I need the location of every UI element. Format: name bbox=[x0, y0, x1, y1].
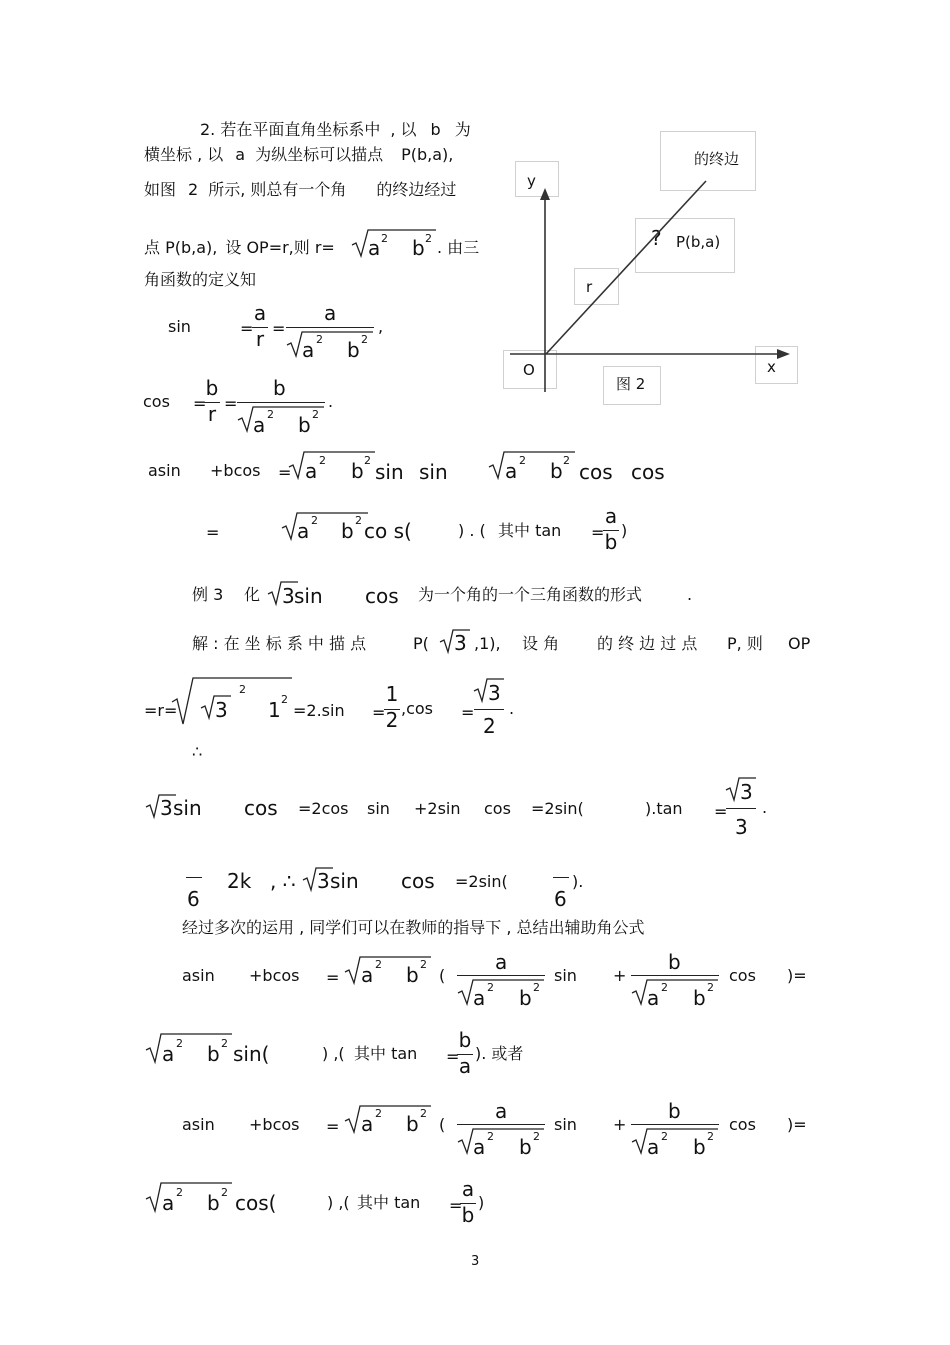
var-b: b bbox=[406, 963, 419, 987]
note-tan: 其中 tan bbox=[354, 1044, 418, 1063]
sin-word: sin bbox=[419, 460, 448, 484]
cos-word: cos bbox=[365, 584, 399, 608]
digit-3: 3 bbox=[317, 869, 330, 893]
digit-6: 6 bbox=[554, 887, 567, 911]
var-a: a bbox=[162, 1191, 175, 1215]
p1-line3: 如图 2 所示, 则总有一个角 的终边经过 bbox=[144, 180, 457, 199]
var-a: a bbox=[297, 519, 310, 543]
p1-line4-end: . 由三 bbox=[437, 238, 480, 257]
fraction-1-over-2: 1 2 bbox=[385, 682, 399, 732]
example-3-label: 例 3 bbox=[192, 585, 224, 604]
equals: = bbox=[193, 394, 207, 413]
close-paren: ) . ( bbox=[458, 521, 486, 540]
exp-2: 2 bbox=[361, 333, 368, 346]
var-b: b bbox=[550, 459, 563, 483]
fraction-bar bbox=[457, 1124, 545, 1125]
sin-word: sin bbox=[330, 869, 359, 893]
digit-3: 3 bbox=[740, 780, 753, 804]
terminal-side-label: 的终边 bbox=[694, 150, 740, 168]
note-tan: 其中 tan bbox=[498, 521, 562, 540]
digit-3: 3 bbox=[215, 698, 228, 722]
var-a: a bbox=[324, 301, 337, 325]
fraction-bar bbox=[457, 975, 545, 976]
var-b: b bbox=[519, 986, 532, 1010]
fraction-bar bbox=[457, 1054, 473, 1055]
example-3-text: 为一个角的一个三角函数的形式 bbox=[418, 585, 643, 604]
close-tan: ).tan bbox=[645, 799, 683, 818]
or-text: ). 或者 bbox=[475, 1044, 524, 1063]
var-a: a bbox=[505, 459, 518, 483]
axes-and-terminal-side bbox=[0, 0, 950, 420]
fraction-a-over-r: a r bbox=[253, 301, 267, 351]
equals: = bbox=[591, 523, 605, 542]
plus-two-sin: +2sin bbox=[414, 799, 461, 818]
equals: = bbox=[372, 703, 386, 722]
two-sin-open: =2sin( bbox=[455, 872, 508, 891]
p1-line4: 点 P(b,a), 设 OP=r,则 r= bbox=[144, 238, 335, 257]
digit-3: 3 bbox=[282, 584, 295, 608]
p1-line5: 角函数的定义知 bbox=[144, 270, 257, 289]
plus: + bbox=[613, 966, 627, 985]
var-b: b bbox=[351, 459, 364, 483]
set-angle: 设 角 bbox=[522, 634, 560, 653]
digit-2: 2 bbox=[483, 714, 496, 738]
equals: = bbox=[206, 523, 220, 542]
var-a: a bbox=[368, 236, 381, 260]
var-b: b bbox=[668, 950, 681, 974]
exp-2: 2 bbox=[311, 514, 318, 527]
solution-text: 解 : 在 坐 标 系 中 描 点 bbox=[192, 634, 367, 653]
equals: = bbox=[326, 968, 340, 987]
var-b: b bbox=[298, 413, 311, 437]
simplify-word: 化 bbox=[244, 585, 261, 604]
sin-word: sin bbox=[367, 799, 390, 818]
exp-2: 2 bbox=[355, 514, 362, 527]
r-label: r bbox=[586, 278, 593, 296]
close-paren: ). bbox=[572, 872, 584, 891]
cos-label: ,cos bbox=[401, 699, 434, 718]
var-a: a bbox=[473, 1135, 486, 1159]
fraction-bar bbox=[252, 327, 268, 328]
sin-open: sin( bbox=[233, 1042, 270, 1066]
equals: = bbox=[240, 319, 254, 338]
two-cos: =2cos bbox=[298, 799, 349, 818]
fraction-bar bbox=[460, 1203, 476, 1204]
var-b: b bbox=[347, 338, 360, 362]
therefore-symbol: ∴ bbox=[192, 742, 203, 761]
equals: = bbox=[272, 319, 286, 338]
var-b: b bbox=[519, 1135, 532, 1159]
digit-3: 3 bbox=[488, 681, 501, 705]
asin-term: asin bbox=[182, 1115, 215, 1134]
var-a: a bbox=[473, 986, 486, 1010]
exp-2: 2 bbox=[312, 408, 319, 421]
var-a: a bbox=[253, 413, 266, 437]
fraction-a-over-b: a b bbox=[461, 1177, 475, 1227]
exp-2: 2 bbox=[425, 232, 432, 245]
var-b: b bbox=[207, 1042, 220, 1066]
then-p: P, 则 bbox=[727, 634, 763, 653]
var-a: a bbox=[305, 459, 318, 483]
two-sin: =2.sin bbox=[293, 701, 345, 720]
var-b: b bbox=[341, 519, 354, 543]
var-b: b bbox=[406, 1112, 419, 1136]
period: . bbox=[509, 699, 515, 718]
point-p-open: P( bbox=[413, 634, 429, 653]
exp-2: 2 bbox=[281, 693, 288, 706]
bcos-term: +bcos bbox=[210, 461, 261, 480]
sin-word: sin bbox=[375, 460, 404, 484]
var-b: b bbox=[412, 236, 425, 260]
p1-line2: 横坐标 , 以 a 为纵坐标可以描点 P(b,a), bbox=[144, 145, 454, 164]
exp-2: 2 bbox=[375, 1107, 382, 1120]
fraction-bar bbox=[553, 877, 569, 878]
figure-caption: 图 2 bbox=[616, 375, 646, 393]
equals: = bbox=[461, 703, 475, 722]
period: . bbox=[687, 585, 693, 604]
var-a: a bbox=[361, 963, 374, 987]
exp-2: 2 bbox=[420, 1107, 427, 1120]
comma: , bbox=[378, 317, 384, 336]
exp-2: 2 bbox=[176, 1186, 183, 1199]
point-p-close: ,1), bbox=[474, 634, 501, 653]
cos-word: cos bbox=[729, 1115, 756, 1134]
equals: = bbox=[278, 463, 292, 482]
close-paren: ) bbox=[478, 1193, 485, 1212]
sin-label: sin bbox=[168, 317, 191, 336]
var-a: a bbox=[495, 950, 508, 974]
sin-word: sin bbox=[554, 966, 577, 985]
exp-2: 2 bbox=[319, 454, 326, 467]
var-b: b bbox=[273, 376, 286, 400]
note-tan: 其中 tan bbox=[357, 1193, 421, 1212]
exp-2: 2 bbox=[267, 408, 274, 421]
exp-2: 2 bbox=[364, 454, 371, 467]
equals: = bbox=[449, 1196, 463, 1215]
exp-2: 2 bbox=[316, 333, 323, 346]
exp-2: 2 bbox=[176, 1037, 183, 1050]
question-mark: ? bbox=[651, 226, 662, 250]
two-k: 2k bbox=[227, 869, 252, 893]
close-paren: ) bbox=[621, 521, 628, 540]
equals: = bbox=[714, 802, 728, 821]
var-b: b bbox=[693, 1135, 706, 1159]
r-equals: =r= bbox=[144, 701, 178, 720]
exp-2: 2 bbox=[420, 958, 427, 971]
sin-word: sin bbox=[173, 796, 202, 820]
fraction-bar bbox=[237, 402, 325, 403]
exp-2: 2 bbox=[487, 981, 494, 994]
cos-word: cos bbox=[244, 796, 278, 820]
fraction-bar bbox=[286, 327, 374, 328]
open-paren: ( bbox=[439, 1115, 446, 1134]
period: . bbox=[762, 798, 768, 817]
exp-2: 2 bbox=[661, 1130, 668, 1143]
var-b: b bbox=[668, 1099, 681, 1123]
digit-3: 3 bbox=[735, 815, 748, 839]
two-sin-open: =2sin( bbox=[531, 799, 584, 818]
bcos-term: +bcos bbox=[249, 966, 300, 985]
sin-word: sin bbox=[554, 1115, 577, 1134]
digit-1: 1 bbox=[268, 698, 281, 722]
cos-word: cos bbox=[401, 869, 435, 893]
fraction-b-over-a: b a bbox=[458, 1028, 472, 1078]
bcos-term: +bcos bbox=[249, 1115, 300, 1134]
digit-3: 3 bbox=[454, 631, 467, 655]
exp-2: 2 bbox=[533, 981, 540, 994]
exp-2: 2 bbox=[661, 981, 668, 994]
sin-word: sin bbox=[294, 584, 323, 608]
close-equals: )= bbox=[787, 966, 807, 985]
var-b: b bbox=[207, 1191, 220, 1215]
exp-2: 2 bbox=[487, 1130, 494, 1143]
exp-2: 2 bbox=[221, 1037, 228, 1050]
x-axis-label: x bbox=[767, 358, 776, 376]
close-equals: )= bbox=[787, 1115, 807, 1134]
fraction-bar bbox=[603, 530, 619, 531]
therefore-symbol: , ∴ bbox=[270, 869, 296, 893]
origin-label: O bbox=[523, 361, 535, 379]
cos-label: cos bbox=[143, 392, 170, 411]
var-a: a bbox=[647, 986, 660, 1010]
exp-2: 2 bbox=[707, 1130, 714, 1143]
cos-word: cos bbox=[729, 966, 756, 985]
cos-word: cos bbox=[631, 460, 665, 484]
fraction-b-over-r: b r bbox=[205, 376, 219, 426]
exp-2: 2 bbox=[239, 683, 246, 696]
var-a: a bbox=[647, 1135, 660, 1159]
fraction-bar bbox=[474, 709, 504, 710]
exp-2: 2 bbox=[221, 1186, 228, 1199]
fraction-bar bbox=[631, 975, 719, 976]
equals: = bbox=[224, 394, 238, 413]
asin-term: asin bbox=[148, 461, 181, 480]
close-paren: ) ,( bbox=[322, 1044, 345, 1063]
close-paren: ) ,( bbox=[327, 1193, 350, 1212]
exp-2: 2 bbox=[375, 958, 382, 971]
fraction-bar bbox=[726, 808, 756, 809]
var-a: a bbox=[302, 338, 315, 362]
cos-word: cos bbox=[484, 799, 511, 818]
point-p-label: P(b,a) bbox=[676, 233, 721, 251]
open-paren: ( bbox=[439, 966, 446, 985]
op-label: OP bbox=[788, 634, 811, 653]
exp-2: 2 bbox=[519, 454, 526, 467]
asin-term: asin bbox=[182, 966, 215, 985]
y-axis-label: y bbox=[527, 172, 536, 190]
digit-3: 3 bbox=[160, 796, 173, 820]
summary-sentence: 经过多次的运用 , 同学们可以在教师的指导下 , 总结出辅助角公式 bbox=[182, 918, 645, 937]
fraction-bar bbox=[186, 877, 202, 878]
equals: = bbox=[326, 1117, 340, 1136]
fraction-bar bbox=[204, 402, 220, 403]
fraction-bar bbox=[384, 709, 400, 710]
exp-2: 2 bbox=[381, 232, 388, 245]
p1-line1: 2. 若在平面直角坐标系中 , 以 b 为 bbox=[200, 120, 471, 139]
digit-6: 6 bbox=[187, 887, 200, 911]
plus: + bbox=[613, 1115, 627, 1134]
period: . bbox=[328, 392, 334, 411]
fraction-a-over-b: a b bbox=[604, 504, 618, 554]
page-number: 3 bbox=[471, 1254, 480, 1269]
cos-open: cos( bbox=[235, 1191, 277, 1215]
terminal-passes: 的 终 边 过 点 bbox=[597, 634, 698, 653]
var-a: a bbox=[495, 1099, 508, 1123]
var-b: b bbox=[693, 986, 706, 1010]
exp-2: 2 bbox=[707, 981, 714, 994]
var-a: a bbox=[361, 1112, 374, 1136]
cos-open: co s( bbox=[364, 519, 412, 543]
equals: = bbox=[446, 1047, 460, 1066]
var-a: a bbox=[162, 1042, 175, 1066]
fraction-bar bbox=[631, 1124, 719, 1125]
exp-2: 2 bbox=[533, 1130, 540, 1143]
cos-word: cos bbox=[579, 460, 613, 484]
exp-2: 2 bbox=[563, 454, 570, 467]
